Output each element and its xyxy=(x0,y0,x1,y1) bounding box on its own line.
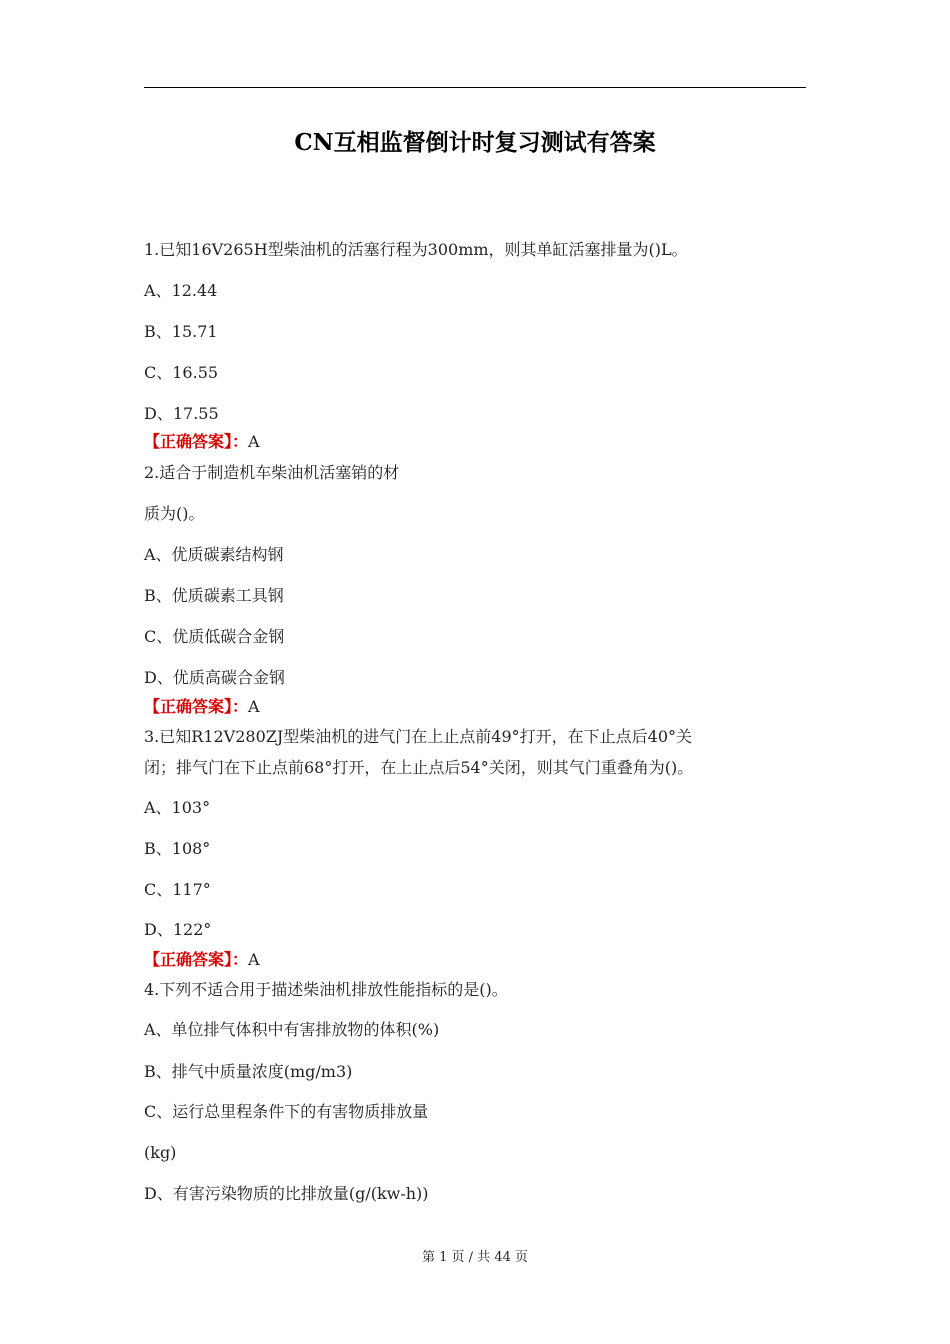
question-2-text-line-1: 2.适合于制造机车柴油机活塞销的材 xyxy=(144,463,400,482)
answer-value: A xyxy=(248,432,260,451)
question-2-option-a: A、优质碳素结构钢 xyxy=(144,545,284,564)
question-2-text-line-2: 质为()。 xyxy=(144,504,205,523)
question-1-option-d: D、17.55 xyxy=(144,404,219,423)
question-3-option-d: D、122° xyxy=(144,920,212,939)
question-1-option-b: B、15.71 xyxy=(144,322,218,341)
question-3-option-c: C、117° xyxy=(144,880,211,899)
question-3-text-line-1: 3.已知R12V280ZJ型柴油机的进气门在上止点前49°打开，在下止点后40°关 xyxy=(144,727,693,746)
question-4-option-d: D、有害污染物质的比排放量(g/(kw-h)) xyxy=(144,1184,429,1203)
question-2-option-c: C、优质低碳合金钢 xyxy=(144,627,285,646)
question-3-option-a: A、103° xyxy=(144,798,211,817)
question-1-option-a: A、12.44 xyxy=(144,281,218,300)
answer-label: 【正确答案】： xyxy=(144,432,249,451)
answer-label: 【正确答案】： xyxy=(144,697,249,716)
header-rule xyxy=(144,87,806,88)
question-1-answer xyxy=(144,432,260,452)
question-3-text-line-2: 闭；排气门在下止点前68°打开，在上止点后54°关闭，则其气门重叠角为()。 xyxy=(144,758,694,777)
answer-label: 【正确答案】： xyxy=(144,950,249,969)
question-2-option-d: D、优质高碳合金钢 xyxy=(144,668,285,687)
question-4-option-b: B、排气中质量浓度(mg/m3) xyxy=(144,1062,353,1081)
question-3-answer xyxy=(144,950,260,970)
question-4-option-a: A、单位排气体积中有害排放物的体积(%) xyxy=(144,1020,440,1039)
question-2-answer xyxy=(144,697,260,717)
page-title: CN互相监督倒计时复习测试有答案 xyxy=(294,129,656,156)
page-footer: 第 1 页 / 共 44 页 xyxy=(422,1250,528,1265)
answer-value: A xyxy=(248,697,260,716)
question-4-option-c: C、运行总里程条件下的有害物质排放量 xyxy=(144,1102,429,1121)
question-1-text: 1.已知16V265H型柴油机的活塞行程为300mm，则其单缸活塞排量为()L。 xyxy=(144,240,688,259)
question-1-option-c: C、16.55 xyxy=(144,363,219,382)
question-2-option-b: B、优质碳素工具钢 xyxy=(144,586,284,605)
question-4-option-c-continued: (kg) xyxy=(144,1143,177,1162)
answer-value: A xyxy=(248,950,260,969)
question-4-text: 4.下列不适合用于描述柴油机排放性能指标的是()。 xyxy=(144,980,508,999)
question-3-option-b: B、108° xyxy=(144,839,211,858)
